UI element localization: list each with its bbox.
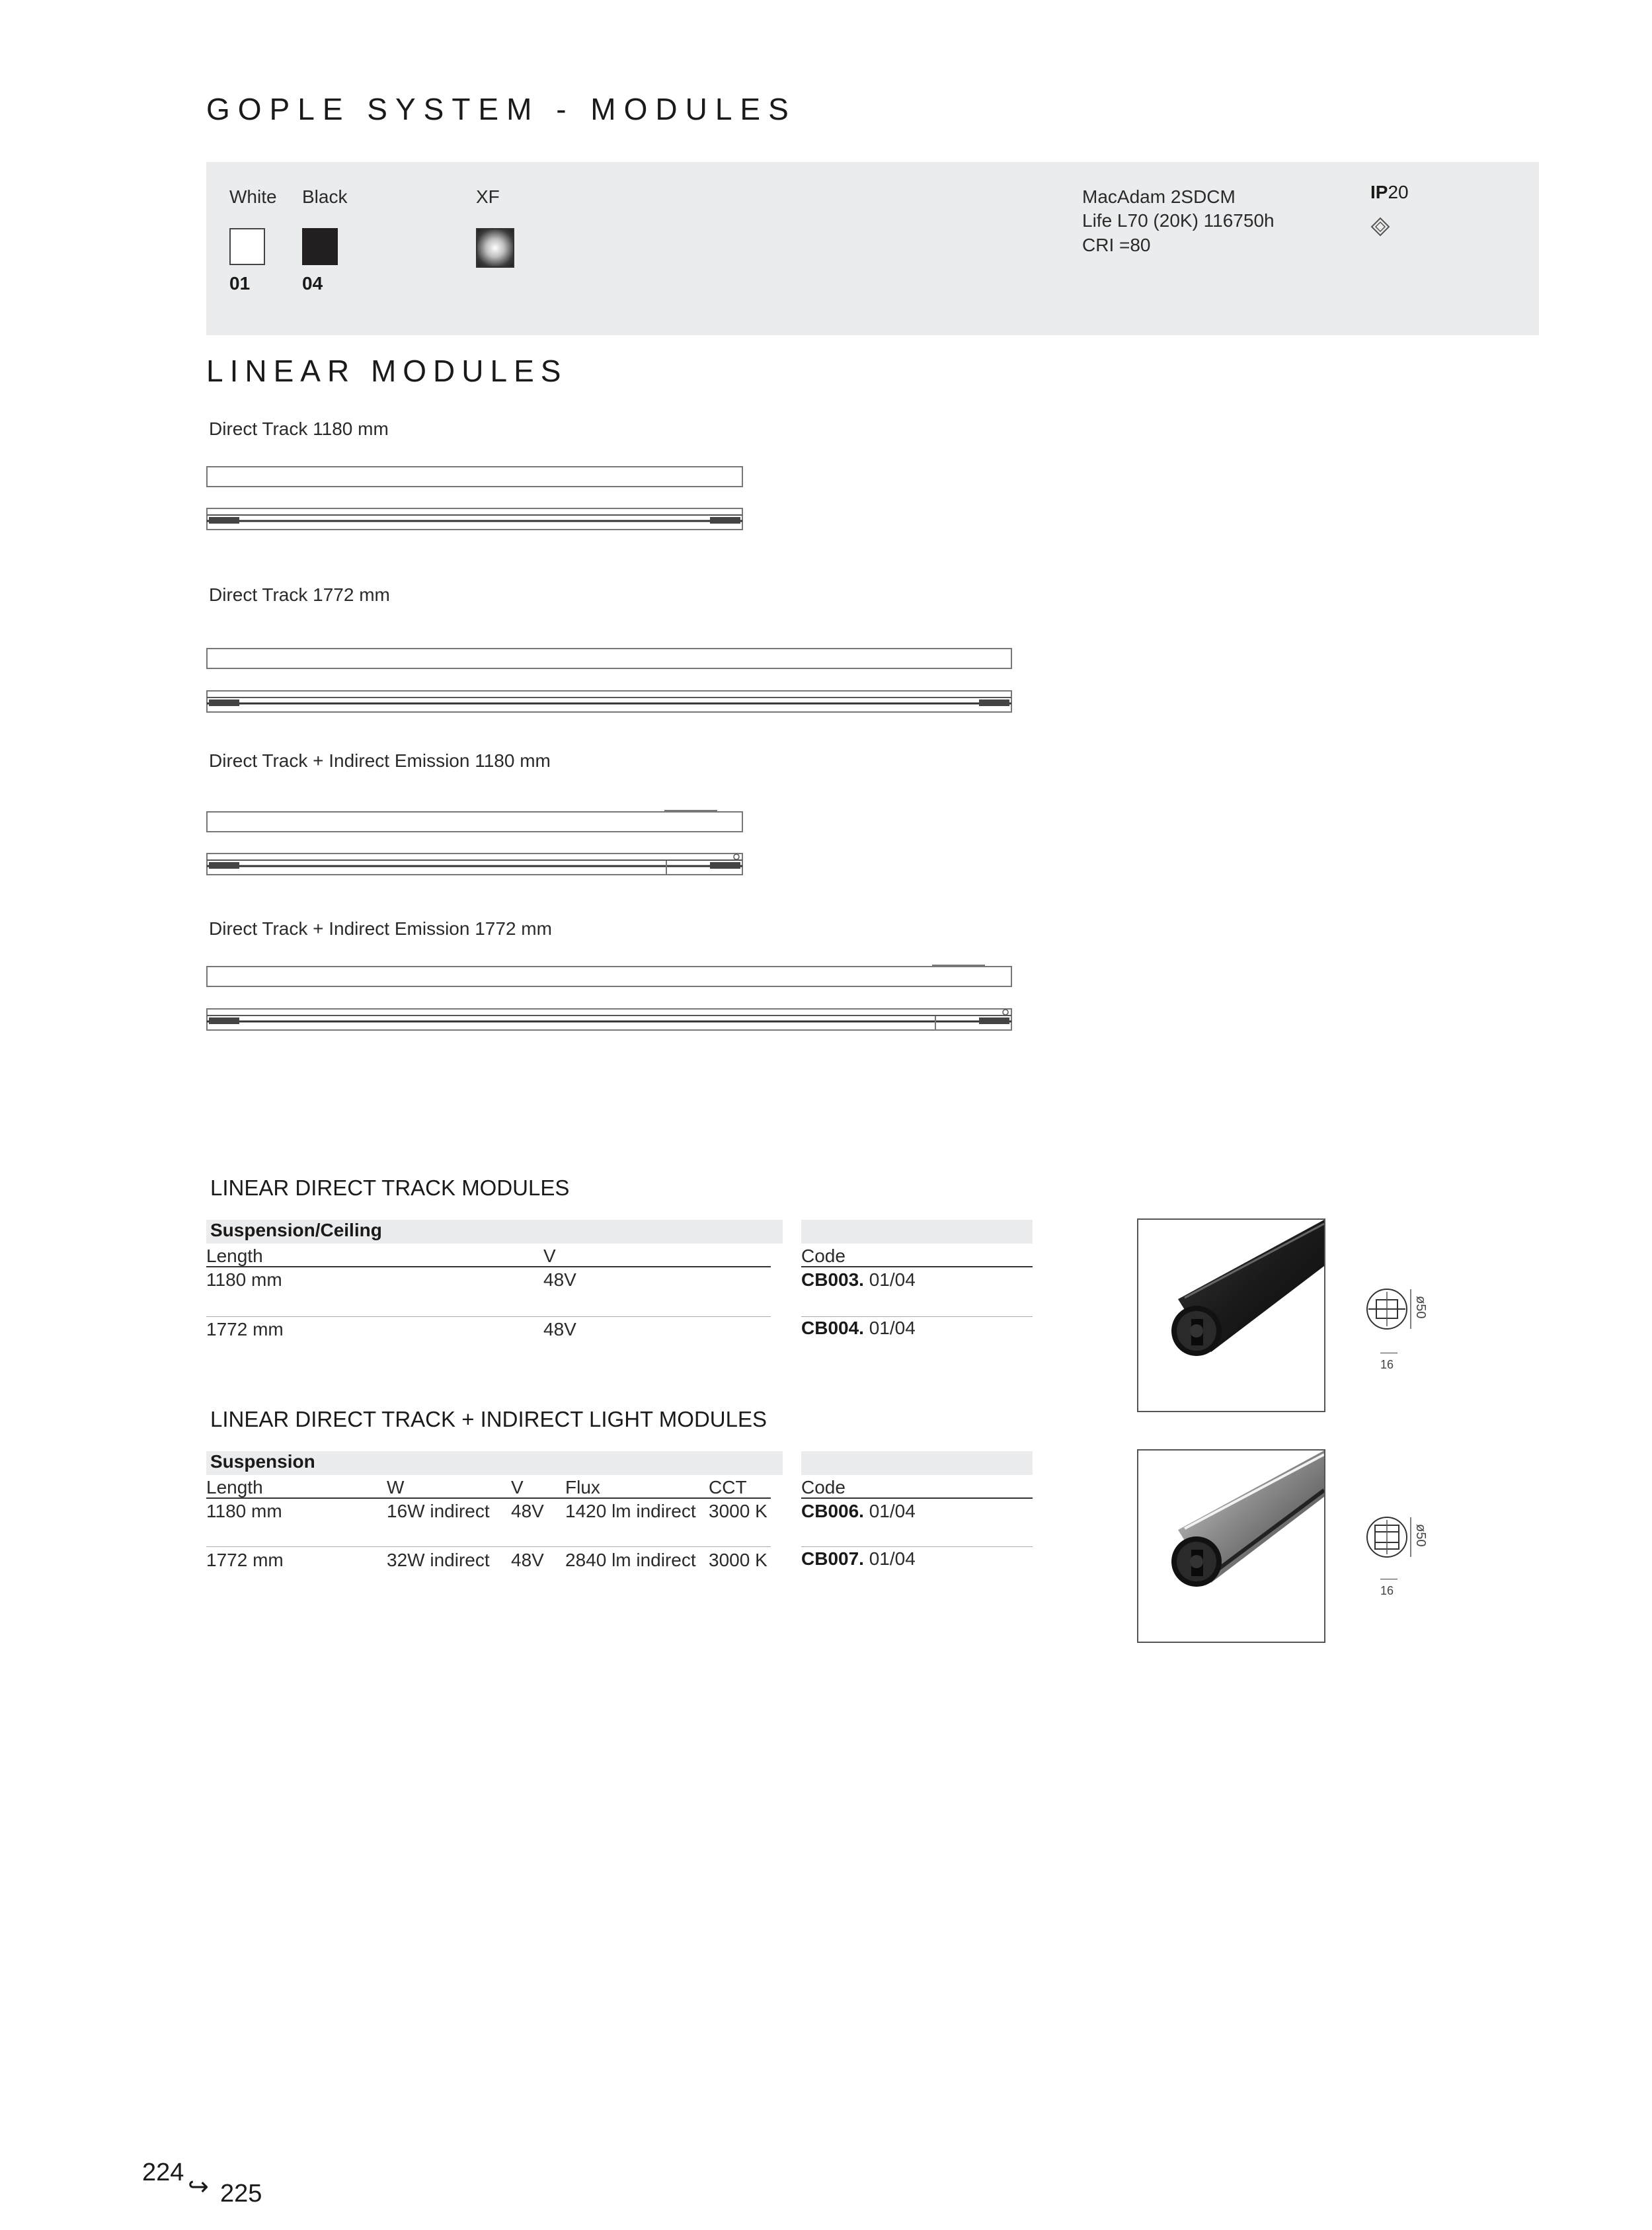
next-page-arrow-icon[interactable]: ↪ bbox=[188, 2173, 209, 2201]
dim-width-1: 16 bbox=[1380, 1358, 1394, 1371]
module-side-view-3 bbox=[206, 853, 743, 875]
table2-group: Suspension bbox=[210, 1451, 315, 1472]
table1-group: Suspension/Ceiling bbox=[210, 1220, 382, 1240]
table2-head-cct: CCT bbox=[709, 1477, 747, 1497]
table1-code-rule bbox=[801, 1266, 1033, 1267]
section-drawing-direct bbox=[1362, 1283, 1415, 1335]
module-side-view-4 bbox=[206, 1008, 1012, 1031]
spec-life: Life L70 (20K) 116750h bbox=[1082, 210, 1275, 231]
table1-code-separator bbox=[801, 1316, 1033, 1317]
xf-optic-icon bbox=[476, 228, 514, 268]
table2-row2-code bbox=[801, 1548, 916, 1570]
table2-head-v: V bbox=[511, 1477, 524, 1497]
module-top-view-2 bbox=[206, 648, 1012, 669]
finish-white-code: 01 bbox=[229, 273, 251, 294]
table2-row2-v: 48V bbox=[511, 1550, 544, 1570]
table2-head-flux: Flux bbox=[565, 1477, 600, 1497]
table2-code-separator bbox=[801, 1546, 1033, 1547]
module-side-view-1 bbox=[206, 508, 743, 530]
dim-diameter-2: ø50 bbox=[1413, 1524, 1428, 1547]
black-swatch bbox=[302, 228, 338, 265]
table2-head-length: Length bbox=[206, 1477, 263, 1497]
table1-row1-v: 48V bbox=[543, 1269, 576, 1290]
product-photo-indirect bbox=[1137, 1449, 1325, 1643]
finish-white-label: White bbox=[229, 186, 277, 207]
code-finish: 01/04 bbox=[869, 1501, 916, 1521]
table2-row2-length: 1772 mm bbox=[206, 1550, 284, 1570]
table2-head-code: Code bbox=[801, 1477, 846, 1497]
indirect-mark-4 bbox=[932, 965, 985, 966]
code-finish: 01/04 bbox=[869, 1269, 916, 1290]
table2-code-band bbox=[801, 1451, 1033, 1475]
table1-row2-length: 1772 mm bbox=[206, 1319, 284, 1339]
spec-panel bbox=[206, 162, 1539, 335]
table1-head-code: Code bbox=[801, 1246, 846, 1266]
code-number: CB004. bbox=[801, 1318, 864, 1338]
finish-black-label: Black bbox=[302, 186, 348, 207]
code-number: CB006. bbox=[801, 1501, 864, 1521]
next-page-number[interactable]: 225 bbox=[220, 2180, 262, 2208]
module-side-view-2 bbox=[206, 690, 1012, 713]
module-caption-4: Direct Track + Indirect Emission 1772 mm bbox=[209, 918, 552, 939]
table1-row-separator bbox=[206, 1316, 771, 1317]
code-number: CB003. bbox=[801, 1269, 864, 1290]
section-linear-modules: LINEAR MODULES bbox=[206, 354, 568, 388]
driver-diamond-icon bbox=[1370, 217, 1390, 237]
table2-row2-w: 32W indirect bbox=[387, 1550, 490, 1570]
module-caption-2: Direct Track 1772 mm bbox=[209, 584, 390, 605]
table2-row2-flux: 2840 lm indirect bbox=[565, 1550, 696, 1570]
table1-row1-length: 1180 mm bbox=[206, 1269, 282, 1290]
table1-head-v: V bbox=[543, 1246, 556, 1266]
code-finish: 01/04 bbox=[869, 1318, 916, 1338]
table2-row1-length: 1180 mm bbox=[206, 1501, 282, 1521]
table2-code-rule bbox=[801, 1497, 1033, 1499]
table1-row1-code bbox=[801, 1269, 916, 1291]
table1-head-length: Length bbox=[206, 1246, 263, 1266]
table2-header-rule bbox=[206, 1497, 771, 1499]
table2-row-separator bbox=[206, 1546, 771, 1547]
dim-diameter-1: ø50 bbox=[1413, 1296, 1428, 1319]
code-number: CB007. bbox=[801, 1548, 864, 1569]
page-number: 224 bbox=[142, 2159, 184, 2186]
ip-value: 20 bbox=[1388, 182, 1409, 202]
table2-title: LINEAR DIRECT TRACK + INDIRECT LIGHT MODULES bbox=[210, 1407, 767, 1431]
code-finish: 01/04 bbox=[869, 1548, 916, 1569]
spec-macadam: MacAdam 2SDCM bbox=[1082, 186, 1236, 207]
finish-black-code: 04 bbox=[302, 273, 323, 294]
table2-row1-flux: 1420 lm indirect bbox=[565, 1501, 696, 1521]
white-swatch bbox=[229, 228, 265, 265]
table2-row1-w: 16W indirect bbox=[387, 1501, 490, 1521]
table1-header-rule bbox=[206, 1266, 771, 1267]
ip-rating bbox=[1370, 182, 1409, 203]
spec-cri: CRI =80 bbox=[1082, 235, 1151, 255]
product-photo-direct bbox=[1137, 1218, 1325, 1412]
table2-row2-cct: 3000 K bbox=[709, 1550, 767, 1570]
dim-width-2: 16 bbox=[1380, 1584, 1394, 1597]
table2-row1-code bbox=[801, 1501, 916, 1522]
module-top-view-3 bbox=[206, 811, 743, 832]
table2-row1-cct: 3000 K bbox=[709, 1501, 767, 1521]
ip-prefix: IP bbox=[1370, 182, 1388, 202]
module-top-view-1 bbox=[206, 466, 743, 487]
table2-head-w: W bbox=[387, 1477, 405, 1497]
table2-row1-v: 48V bbox=[511, 1501, 544, 1521]
page-title: GOPLE SYSTEM - MODULES bbox=[206, 92, 797, 126]
section-drawing-indirect bbox=[1362, 1511, 1415, 1564]
table1-row2-code bbox=[801, 1318, 916, 1339]
table1-title: LINEAR DIRECT TRACK MODULES bbox=[210, 1175, 570, 1200]
module-caption-3: Direct Track + Indirect Emission 1180 mm bbox=[209, 750, 551, 771]
module-caption-1: Direct Track 1180 mm bbox=[209, 418, 389, 439]
optic-label: XF bbox=[476, 186, 500, 207]
module-top-view-4 bbox=[206, 966, 1012, 987]
table1-row2-v: 48V bbox=[543, 1319, 576, 1339]
table1-code-band bbox=[801, 1220, 1033, 1244]
indirect-mark-3 bbox=[664, 810, 717, 811]
